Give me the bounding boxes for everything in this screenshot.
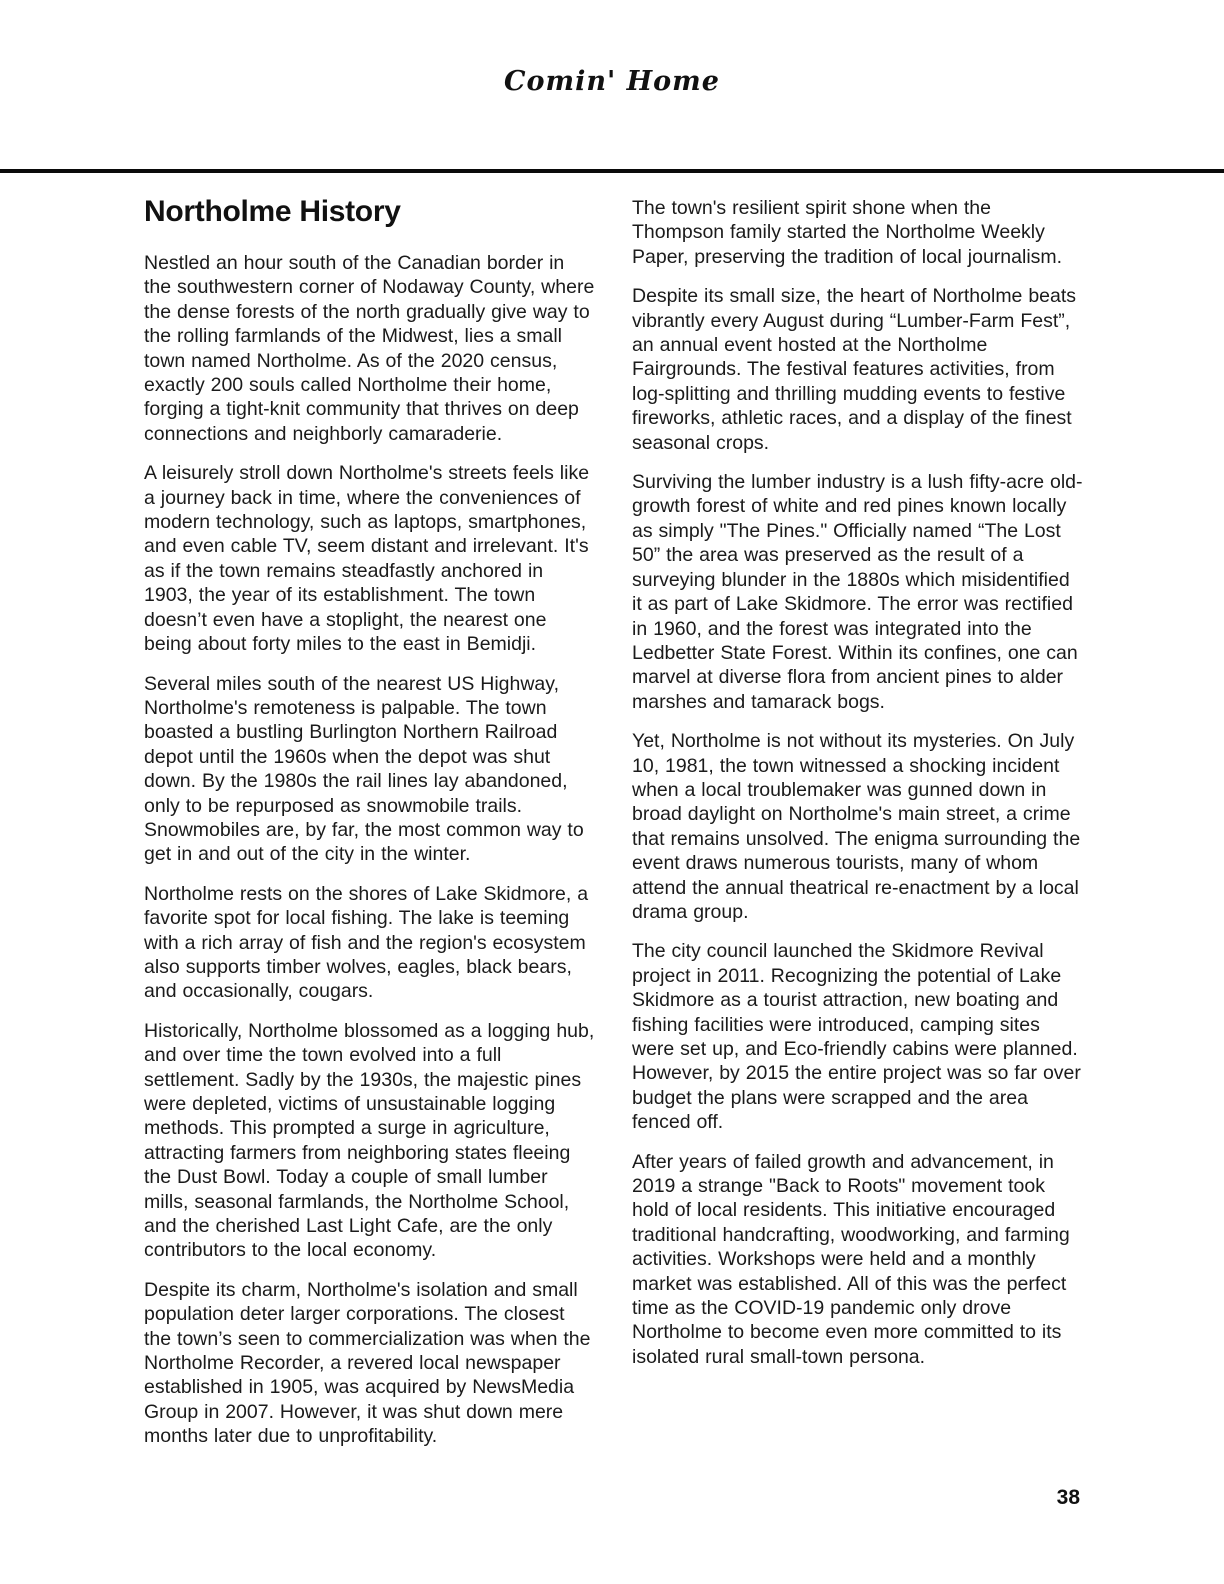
page-header xyxy=(0,0,1224,97)
paragraph: The town's resilient spirit shone when the Thompson family started the Northolme Weekly Paper, preserving the tradition of local journalism. xyxy=(632,197,1063,268)
paragraph: Historically, Northolme blossomed as a logging hub, and over time the town evolved into a full settlement. Sadly by the 1930s, the majestic pines were depleted, victims of unsustainable logging methods. This prompted a surge in agriculture, attracting farmers from neighboring states fleeing the Dust Bowl. Today a couple of small lumber mills, seasonal farmlands, the Northolme School, and the cherished Last Light Cafe, are the only contributors to the local economy. xyxy=(144,1019,595,1262)
paragraph: Yet, Northolme is not without its mysteries. On July 10, 1981, the town witnessed a shocking incident when a local troublemaker was gunned down in broad daylight on Northolme's main street, a crime that remains unsolved. The enigma surrounding the event draws numerous tourists, many of whom attend the annual theatrical re-enactment by a local drama group. xyxy=(632,730,1081,923)
left-column xyxy=(144,196,597,1464)
page-number: 38 xyxy=(1056,1486,1080,1509)
book-title: Comin' Home xyxy=(504,66,720,97)
paragraph: Nestled an hour south of the Canadian border in the southwestern corner of Nodaway County, where the dense forests of the north gradually give way to the rolling farmlands of the Midwest, lies a small town named Northolme. As of the 2020 census, exactly 200 souls called Northolme their home, forging a tight-knit community that thrives on deep connections and neighborly camaraderie. xyxy=(144,252,595,445)
article-title: Northolme History xyxy=(144,195,401,228)
paragraph: After years of failed growth and advancement, in 2019 a strange "Back to Roots" movement took hold of local residents. This initiative encouraged traditional handcrafting, woodworking, and farming activities. Workshops were held and a monthly market was established. All of this was the perfect time as the COVID-19 pandemic only drove Northolme to become even more committed to its isolated rural small-town persona. xyxy=(632,1150,1070,1368)
paragraph: Surviving the lumber industry is a lush fifty-acre old-growth forest of white and red pines known locally as simply "The Pines." Officially named “The Lost 50” the area was preserved as the result of a surveying blunder in the 1880s which misidentified it as part of Lake Skidmore. The error was rectified in 1960, and the forest was integrated into the Ledbetter State Forest. Within its confines, one can marvel at diverse flora from ancient pines to alder marshes and tamarack bogs. xyxy=(632,471,1083,713)
paragraph: Northolme rests on the shores of Lake Skidmore, a favorite spot for local fishing. The lake is teeming with a rich array of fish and the region's ecosystem also supports timber wolves, eagles, black bears, and occasionally, cougars. xyxy=(144,882,589,1003)
paragraph: Several miles south of the nearest US Highway, Northolme's remoteness is palpable. The town boasted a bustling Burlington Northern Railroad depot until the 1960s when the depot was shut down. By the 1980s the rail lines lay abandoned, only to be repurposed as snowmobile trails. Snowmobiles are, by far, the most common way to get in and out of the city in the winter. xyxy=(144,672,584,866)
paragraph: A leisurely stroll down Northolme's streets feels like a journey back in time, where the conveniences of modern technology, such as laptops, smartphones, and even cable TV, seem distant and irrelevant. It's as if the town remains steadfastly anchored in 1903, the year of its establishment. The town doesn’t even have a stoplight, the nearest one being about forty miles to the east in Bemidji. xyxy=(144,462,590,656)
page-content xyxy=(0,173,1224,1464)
right-column xyxy=(632,196,1085,1464)
paragraph: Despite its small size, the heart of Northolme beats vibrantly every August during “Lumber-Farm Fest”, an annual event hosted at the Northolme Fairgrounds. The festival features activities, from log-splitting and thrilling mudding events to festive fireworks, athletic races, and a display of the finest seasonal crops. xyxy=(632,285,1077,454)
paragraph: The city council launched the Skidmore Revival project in 2011. Recognizing the potential of Lake Skidmore as a tourist attraction, new boating and fishing facilities were introduced, camping sites were set up, and Eco-friendly cabins were planned. However, by 2015 the entire project was so far over budget the plans were scrapped and the area fenced off. xyxy=(632,940,1081,1134)
paragraph: Despite its charm, Northolme's isolation and small population deter larger corporations. The closest the town’s seen to commercialization was when the Northolme Recorder, a revered local newspaper established in 1905, was acquired by NewsMedia Group in 2007. However, it was shut down mere months later due to unprofitability. xyxy=(144,1278,591,1448)
